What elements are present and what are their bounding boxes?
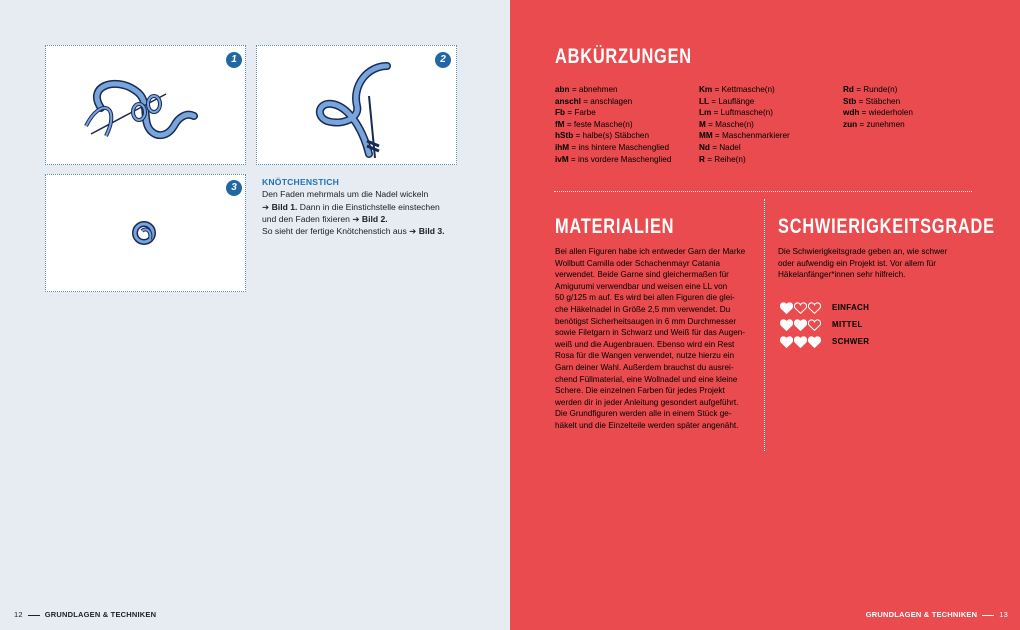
heart-outline-icon: [808, 302, 821, 314]
difficulty-levels: [780, 299, 869, 350]
abbreviations-column-1: [555, 84, 671, 165]
heart-filled-icon: [794, 319, 807, 331]
knot-instructions: [262, 176, 462, 237]
text-line: 50 g/125 m auf. Es wird bei allen Figuren die glei-: [555, 293, 735, 303]
text-line: Die Schwierigkeitsgrade geben an, wie schwer: [778, 247, 948, 256]
abbreviation-item: hStb = halbe(s) Stäbchen: [555, 131, 649, 141]
abbreviation-item: LL = Lauflänge: [699, 96, 755, 106]
heart-filled-icon: [808, 336, 821, 348]
step-1-badge: 1: [226, 52, 242, 68]
page-number-right: 13: [999, 610, 1008, 619]
text-line: häkelt und die Einzelteile werden später angenäht.: [555, 420, 739, 430]
abbreviations-heading: ABKÜRZUNGEN: [555, 45, 692, 68]
text-line: weiß und die Augenbrauen. Ebenso wird ein Rest: [555, 339, 735, 349]
abbreviation-item: MM = Maschenmarkierer: [699, 131, 790, 141]
text-line: oder aufwendig ein Projekt ist. Vor allem für: [778, 258, 936, 268]
abbreviation-item: fM = feste Masche(n): [555, 119, 633, 129]
abbreviation-item: anschl = anschlagen: [555, 96, 633, 106]
difficulty-level: [780, 333, 869, 350]
horizontal-divider: [554, 191, 972, 192]
arrow-right-icon: ➔: [352, 213, 362, 224]
heart-filled-icon: [780, 302, 793, 314]
needle-wrap-illustration: [46, 46, 244, 163]
knot-line-4: So sieht der fertige Knötchenstich aus ➔ Bild 3.: [262, 226, 445, 237]
difficulty-heading: SCHWIERIGKEITSGRADE: [778, 215, 995, 238]
text-line: werden dir in jeder Anleitung gesondert aufgeführt.: [555, 397, 739, 407]
knot-title: KNÖTCHENSTICH: [262, 177, 340, 187]
materials-heading: MATERIALIEN: [555, 215, 675, 238]
finished-knot-illustration: [46, 175, 244, 290]
abbreviation-item: M = Masche(n): [699, 119, 754, 129]
text-line: Amigurumi verwendbar und weisen eine LL von: [555, 281, 728, 291]
heart-outline-icon: [808, 319, 821, 331]
heart-filled-icon: [780, 336, 793, 348]
abbreviation-item: R = Reihe(n): [699, 154, 746, 164]
step-2-badge: 2: [435, 52, 451, 68]
difficulty-label: MITTEL: [832, 320, 863, 329]
heart-filled-icon: [794, 336, 807, 348]
text-line: Schere. Die einzelnen Farben für jedes Projekt: [555, 386, 725, 396]
abbreviation-item: ivM = ins vordere Maschenglied: [555, 154, 672, 164]
abbreviation-item: zun = zunehmen: [843, 119, 905, 129]
heart-outline-icon: [794, 302, 807, 314]
difficulty-level: [780, 299, 869, 316]
knot-line-2: ➔ Bild 1. Dann in die Einstichstelle einstechen: [262, 201, 440, 212]
difficulty-level: [780, 316, 869, 333]
knot-line-1: Den Faden mehrmals um die Nadel wickeln: [262, 189, 429, 200]
text-line: Häkelanfänger*innen sehr hilfreich.: [778, 270, 906, 280]
abbreviation-item: ihM = ins hintere Maschenglied: [555, 142, 670, 152]
materials-text: [555, 246, 745, 432]
arrow-right-icon: ➔: [262, 201, 272, 212]
text-line: sowie Filetgarn in Schwarz und Weiß für das Augen-: [555, 328, 746, 338]
vertical-divider: [764, 199, 765, 451]
abbreviation-item: abn = abnehmen: [555, 85, 618, 94]
text-line: Rosa für die Wangen verwendet, nutze hierzu ein: [555, 351, 735, 361]
section-left: GRUNDLAGEN & TECHNIKEN: [44, 610, 157, 619]
text-line: verwendet. Beide Garne sind gleichermaßen für: [555, 270, 729, 280]
abbreviations-column-2: [699, 84, 790, 165]
text-line: Die Grundfiguren werden alle in einem Stück ge-: [555, 409, 732, 419]
abbreviation-item: wdh = wiederholen: [843, 108, 913, 118]
difficulty-text: [778, 246, 947, 281]
text-line: che Häkelnadel in Größe 2,5 mm verwendet. Du: [555, 304, 731, 314]
knot-line-3: und den Faden fixieren ➔ Bild 2.: [262, 213, 388, 224]
step-2-panel: [256, 45, 457, 165]
footer-right: [866, 610, 1008, 619]
section-right: GRUNDLAGEN & TECHNIKEN: [865, 610, 978, 619]
footer-left: [14, 610, 156, 619]
abbreviation-item: Km = Kettmasche(n): [699, 85, 775, 94]
text-line: Garn deiner Wahl. Außerdem brauchst du ausrei-: [555, 362, 734, 372]
needle-insert-illustration: [257, 46, 455, 163]
text-line: benötigst Sicherheitsaugen in 6 mm Durchmesser: [555, 316, 737, 326]
heart-filled-icon: [780, 319, 793, 331]
page-number-left: 12: [14, 610, 23, 619]
abbreviations-column-3: [843, 84, 913, 130]
abbreviation-item: Fb = Farbe: [555, 108, 596, 118]
abbreviation-item: Rd = Runde(n): [843, 85, 898, 94]
text-line: chend Füllmaterial, eine Wollnadel und eine kleine: [555, 374, 738, 384]
step-3-panel: [45, 174, 246, 292]
abbreviation-item: Lm = Luftmasche(n): [699, 108, 773, 118]
step-1-panel: [45, 45, 246, 165]
abbreviation-item: Nd = Nadel: [699, 142, 741, 152]
arrow-right-icon: ➔: [409, 226, 419, 237]
step-3-badge: 3: [226, 180, 242, 196]
difficulty-label: SCHWER: [832, 337, 870, 346]
difficulty-label: EINFACH: [832, 303, 870, 312]
abbreviation-item: Stb = Stäbchen: [843, 96, 901, 106]
text-line: Wollbutt Camilla oder Schachenmayr Catania: [555, 258, 721, 268]
text-line: Bei allen Figuren habe ich entweder Garn der Marke: [555, 247, 746, 256]
